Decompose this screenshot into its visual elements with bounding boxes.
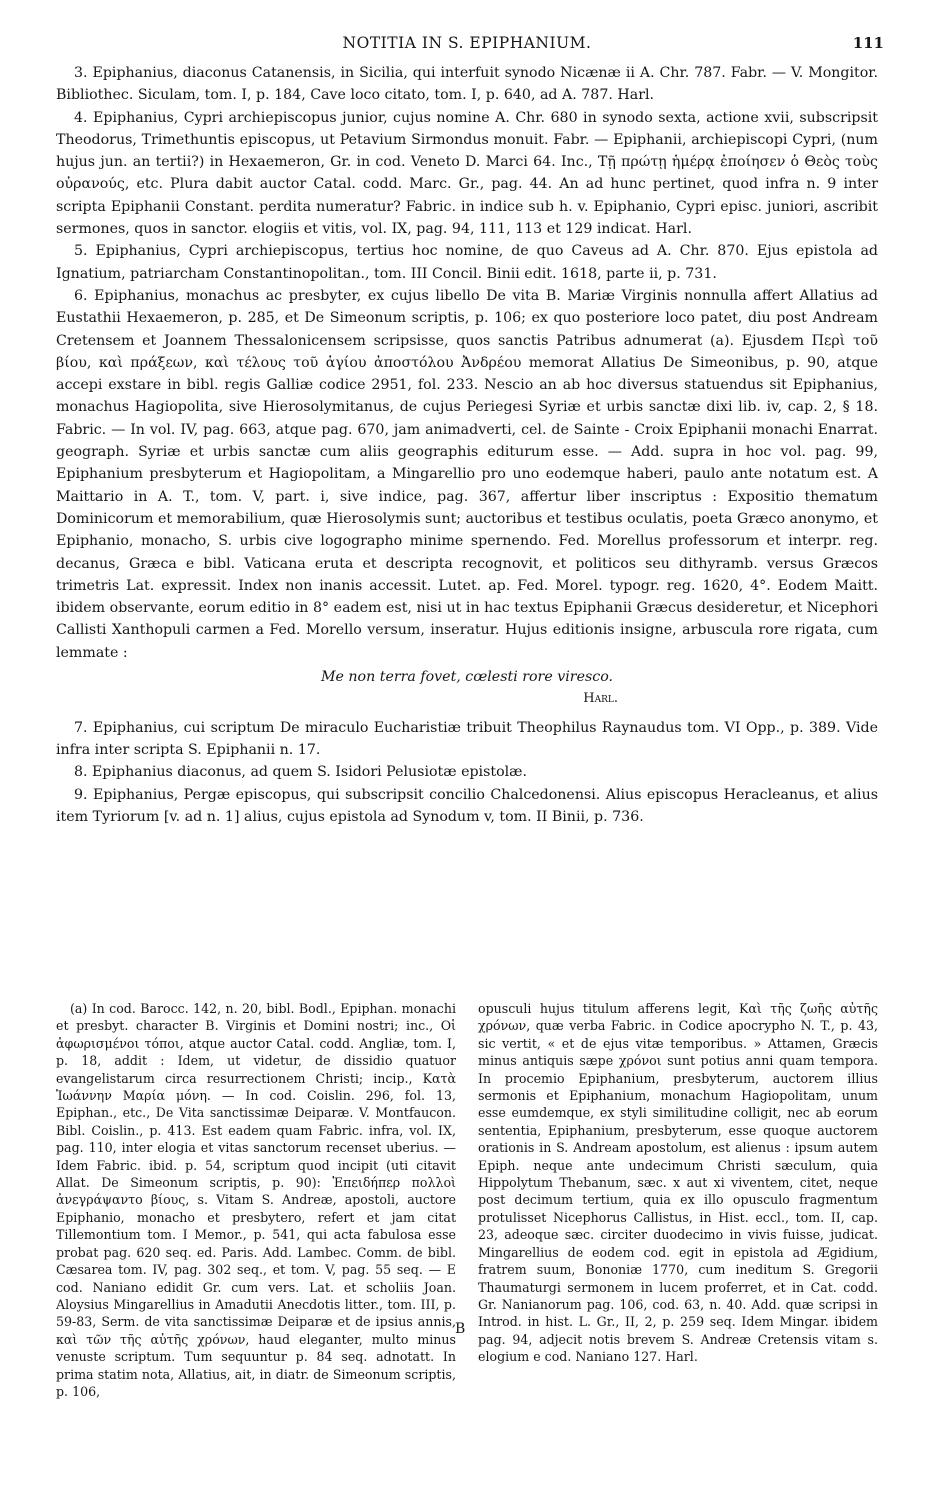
entry-8: 8. Epiphanius diaconus, ad quem S. Isidori Pelusiotæ epistolæ.	[74, 764, 527, 781]
entry-3: 3. Epiphanius, diaconus Catanensis, in Sicilia, qui interfuit synodo Nicænæ ii A. Chr. 787. Fabr. — V. Mongitor. Bibliothec. Siculam, tom. I, p. 184, Cave loco citato, tom. I, p. 640, ad A. 787. Harl.	[56, 65, 878, 104]
footnote-column-left	[56, 1000, 456, 1400]
entry-7: 7. Epiphanius, cui scriptum De miraculo Eucharistiæ tribuit Theophilus Raynaudus tom. VI Opp., p. 389. Vide infra inter scripta S. Epiphanii n. 17.	[56, 719, 878, 758]
column-marker: B	[455, 1321, 466, 1337]
running-title: NOTITIA IN S. EPIPHANIUM.	[342, 34, 592, 52]
entry-5: 5. Epiphanius, Cypri archiepiscopus, tertius hoc nomine, de quo Caveus ad A. Chr. 870. Ejus epistola ad Ignatium, patriarcham Constantinopolitan., tom. III Concil. Binii edit. 1618, parte ii, p. 731.	[56, 243, 878, 282]
verse-signature: Harl.	[583, 691, 618, 707]
page-number: 111	[852, 34, 884, 52]
lemma-verse: Me non terra fovet, cœlesti rore viresco.	[320, 669, 614, 686]
page-header	[56, 34, 884, 56]
footnote-a-continued: opusculi hujus titulum afferens legit, Καὶ τῆς ζωῆς αὐτῆς χρόνων, quæ verba Fabric. in Codice apocrypho N. T., p. 43, sic vertit, « et de ejus vitæ temporibus. » Attamen, Græcis minus antiquis sæpe χρόνοι sunt potius anni quam tempora. In procemio Epiphanium, presbyterum, auctorem illius sermonis et Epiphanium, monachum Hagiopolitam, unum esse eumdemque, ex styli similitudine colligit, nec ab eorum sententia, Epiphanium, presbyterum, esse quoque auctorem orationis in S. Andream apostolum, est alienus : ipsum autem Epiph. neque ante undecimum Christi sæculum, quia Hippolytum Thebanum, sæc. x aut xi viventem, citet, neque post decimum tertium, quia ex illo opusculo fragmentum protulisset Nicephorus Callistus, in Hist. eccl., tom. II, cap. 23, adeoque sæc. circiter duodecimo in vivis fuisse, judicat. Mingarellius de eodem cod. egit in epistola ad Ægidium, fratrem suum, Bononiæ 1770, cum ineditum S. Gregorii Thaumaturgi sermonem in lucem proferret, et in Cat. codd. Gr. Nanianorum pag. 106, cod. 63, n. 40. Add. quæ scripsi in Introd. in hist. L. Gr., II, 2, p. 259 seq. Idem Mingar. ibidem pag. 94, adjecit notis brevem S. Andreæ Cretensis vitam s. elogium e cod. Naniano 127. Harl.	[478, 1001, 878, 1365]
entry-4: 4. Epiphanius, Cypri archiepiscopus junior, cujus nomine A. Chr. 680 in synodo sexta, actione xvii, subscripsit Theodorus, Trimethuntis episcopus, ut Petavium Sirmondus monuit. Fabr. — Epiphanii, archiepiscopi Cypri, (num hujus jun. an tertii?) in Hexaemeron, Gr. in cod. Veneto D. Marci 64. Inc., Τῇ πρώτῃ ἡμέρᾳ ἐποίησεν ὁ Θεὸς τοὺς οὐρανούς, etc. Plura dabit auctor Catal. codd. Marc. Gr., pag. 44. An ad hunc pertinet, quod infra n. 9 inter scripta Epiphanii Constant. perdita numeratur? Fabric. in indice sub h. v. Epiphanio, Cypri episc. juniori, ascribit sermones, quos in sanctor. elogiis et vitis, vol. IX, pag. 94, 111, 113 et 129 indicat. Harl.	[56, 109, 878, 238]
entry-6: 6. Epiphanius, monachus ac presbyter, ex cujus libello De vita B. Mariæ Virginis nonnulla affert Allatius ad Eustathii Hexaemeron, p. 285, et De Simeonum scriptis, p. 106; ex quo posteriore loco patet, diu post Andream Cretensem et Joannem Thessalonicensem scripsisse, quos sanctis Patribus adnumerat (a). Ejusdem Περὶ τοῦ βίου, καὶ πράξεων, καὶ τέλους τοῦ ἁγίου ἀποστόλου Ἀνδρέου memorat Allatius De Simeonibus, p. 90, atque accepi exstare in bibl. regis Galliæ codice 2951, fol. 233. Nescio an ab hoc diversus statuendus sit Epiphanius, monachus Hagiopolita, sive Hierosolymitanus, de cujus Periegesi Syriæ et urbis sanctæ dixi lib. iv, cap. 2, § 18. Fabric. — In vol. IV, pag. 663, atque pag. 670, jam animadverti, cel. de Sainte - Croix Epiphanii monachi Enarrat. geograph. Syriæ et urbis sanctæ cum aliis geographis editurum esse. — Add. supra in hoc vol. pag. 99, Epiphanium presbyterum et Hagiopolitam, a Mingarellio pro uno eodemque haberi, paulo ante notatum est. A Maittario in A. T., tom. V, part. i, sive indice, pag. 367, affertur liber inscriptus : Expositio thematum Dominicorum et memorabilium, quæ Hierosolymis sunt; auctoribus et testibus oculatis, poeta Græco anonymo, et Epiphanio, monacho, S. urbis cive logographo minime spernendo. Fed. Morellus professorum et interpr. reg. decanus, Græca e bibl. Vaticana eruta et descripta recognovit, et politicos seu dithyramb. versus Græcos trimetris Lat. expressit. Index non inanis accessit. Lutet. ap. Fed. Morel. typogr. reg. 1620, 4°. Eodem Maitt. ibidem observante, eorum editio in 8° eadem est, nisi ut in hac textus Epiphanii Græcus desideretur, et Nicephori Callisti Xanthopuli carmen a Fed. Morello versum, inseratur. Hujus editionis insigne, arbuscula rore rigata, cum lemmate :	[56, 287, 878, 661]
main-text	[56, 62, 878, 828]
entry-9: 9. Epiphanius, Pergæ episcopus, qui subscripsit concilio Chalcedonensi. Alius episcopus Heracleanus, et alius item Tyriorum [v. ad n. 1] alius, cujus epistola ad Synodum v, tom. II Binii, p. 736.	[56, 786, 878, 825]
footnote-a: (a) In cod. Barocc. 142, n. 20, bibl. Bodl., Epiphan. monachi et presbyt. character B. Virginis et Domini nostri; inc., Οἱ ἀφωρισμένοι τόποι, atque auctor Catal. codd. Angliæ, tom. I, p. 18, addit : Idem, ut videtur, de dissidio quatuor evangelistarum circa resurrectionem Christi; incip., Κατὰ Ἰωάννην Μαρία μόνη. — In cod. Coislin. 296, fol. 13, Epiphan., etc., De Vita sanctissimæ Deiparæ. V. Montfaucon. Bibl. Coislin., p. 413. Est eadem quam Fabric. infra, vol. IX, pag. 110, inter elogia et vitas sanctorum recenset uberius. — Idem Fabric. ibid. p. 54, scriptum quod incipit (uti citavit Allat. De Simeonum scriptis, p. 90): Ἐπειδήπερ πολλοὶ ἀνεγράψαντο βίους, s. Vitam S. Andreæ, apostoli, auctore Epiphanio, monacho et presbytero, refert et jam citat Tillemontium tom. I Memor., p. 541, qui acta fabulosa esse probat pag. 620 seq. ed. Paris. Add. Lambec. Comm. de bibl. Cæsarea tom. IV, pag. 302 seq., et tom. V, pag. 55 seq. — E cod. Naniano edidit Gr. cum vers. Lat. et scholiis Joan. Aloysius Mingarellius in Amadutii Anecdotis litter., tom. III, p. 59-83, Serm. de vita sanctissimæ Deiparæ et de ipsius annis, καὶ τῶν τῆς αὐτῆς χρόνων, haud eleganter, multo minus venuste scriptum. Tum sequuntur p. 84 seq. adnotatt. In prima statim nota, Allatius, ait, in diatr. de Simeonum scriptis, p. 106,	[56, 1001, 456, 1399]
footnotes	[56, 1000, 878, 1400]
footnote-column-right	[478, 1000, 878, 1400]
